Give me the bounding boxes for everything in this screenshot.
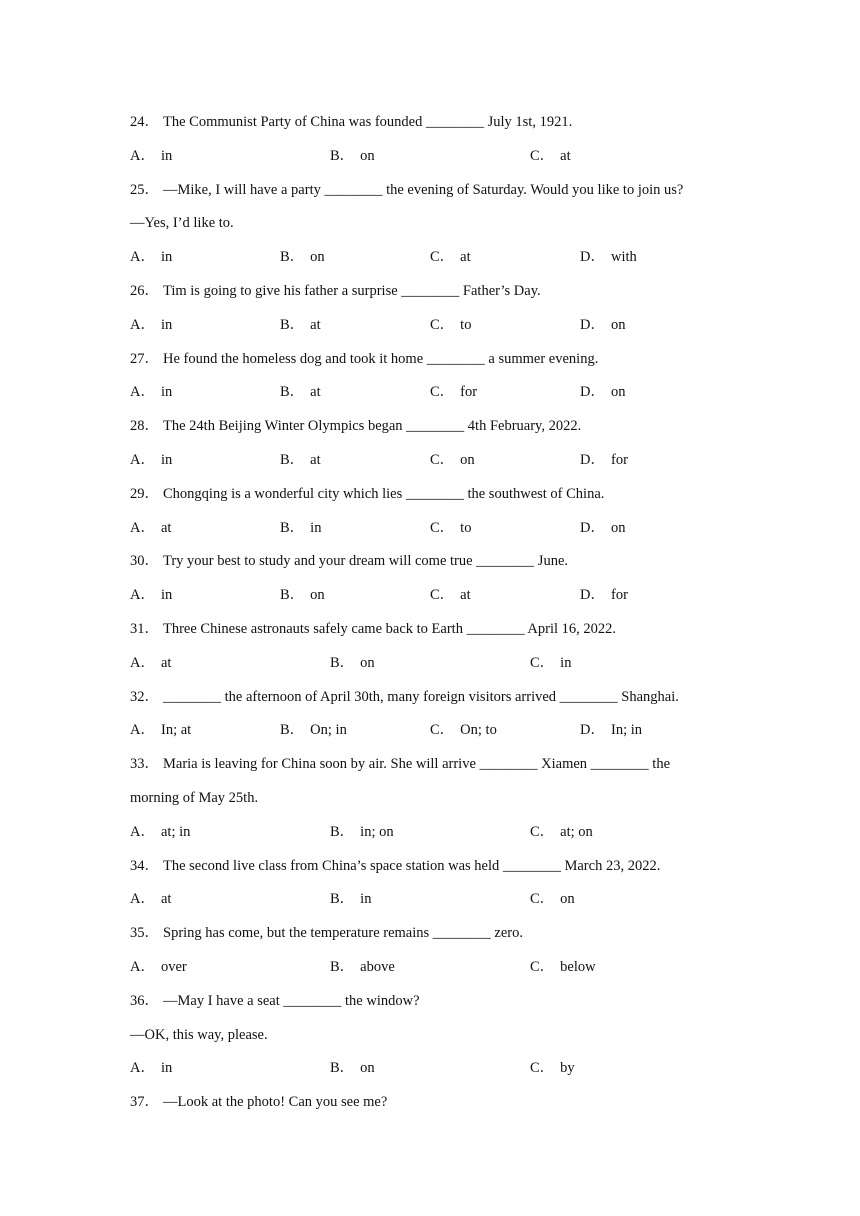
option-letter: A． xyxy=(130,316,155,333)
answer-options xyxy=(130,821,730,855)
answer-option[interactable] xyxy=(530,1057,730,1091)
option-letter: C． xyxy=(430,722,455,739)
question-number: 24． xyxy=(130,114,159,130)
question-number: 32． xyxy=(130,688,159,705)
option-text: in xyxy=(160,1060,173,1077)
question-stem xyxy=(130,1091,730,1125)
option-text: on xyxy=(360,1060,375,1077)
option-letter: C． xyxy=(430,587,455,604)
option-text: for xyxy=(460,384,478,401)
option-text: on xyxy=(360,147,375,164)
answer-option[interactable] xyxy=(580,381,730,415)
option-letter: A． xyxy=(130,519,155,536)
answer-option[interactable] xyxy=(280,246,430,280)
question-continuation xyxy=(130,212,730,246)
answer-option[interactable] xyxy=(130,517,280,551)
answer-option[interactable] xyxy=(430,381,580,415)
option-letter: A． xyxy=(130,384,155,401)
answer-option[interactable] xyxy=(280,381,430,415)
option-text: at xyxy=(310,316,321,333)
option-letter: B． xyxy=(330,1060,355,1077)
option-text: to xyxy=(460,316,472,333)
option-text: at xyxy=(460,587,471,604)
option-text: at xyxy=(560,147,571,164)
question-text: The second live class from China’s space station was held ________ March 23, 2022. xyxy=(163,857,661,874)
answer-options xyxy=(130,652,730,686)
question-item xyxy=(130,686,730,754)
question-item xyxy=(130,1091,730,1125)
answer-option[interactable] xyxy=(530,888,730,922)
question-text: Spring has come, but the temperature remains ________ zero. xyxy=(163,925,523,942)
answer-option[interactable] xyxy=(580,517,730,551)
question-stem xyxy=(130,111,730,145)
answer-option[interactable] xyxy=(130,821,330,855)
question-text: Three Chinese astronauts safely came back to Earth ________ April 16, 2022. xyxy=(163,620,617,637)
question-text: The 24th Beijing Winter Olympics began ________ 4th February, 2022. xyxy=(163,418,582,435)
answer-option[interactable] xyxy=(280,719,430,753)
answer-option[interactable] xyxy=(280,517,430,551)
answer-option[interactable] xyxy=(280,449,430,483)
option-text: at; on xyxy=(560,823,593,840)
option-text: at xyxy=(160,654,172,671)
option-letter: B． xyxy=(330,891,355,908)
answer-option[interactable] xyxy=(580,246,730,280)
answer-option[interactable] xyxy=(280,584,430,618)
answer-options xyxy=(130,1057,730,1091)
option-text: above xyxy=(360,958,395,975)
exercise-sheet xyxy=(130,111,730,1125)
question-text: —May I have a seat ________ the window? xyxy=(163,992,420,1009)
option-text: on xyxy=(310,249,325,266)
answer-options xyxy=(130,517,730,551)
option-letter: B． xyxy=(280,249,305,266)
question-text: morning of May 25th. xyxy=(130,789,259,806)
option-text: on xyxy=(460,451,475,468)
answer-option[interactable] xyxy=(130,1057,330,1091)
option-letter: A． xyxy=(130,823,155,840)
answer-options xyxy=(130,246,730,280)
option-letter: C． xyxy=(430,451,455,468)
question-text: Chongqing is a wonderful city which lies ________ the southwest of China. xyxy=(163,485,605,502)
answer-option[interactable] xyxy=(130,956,330,990)
option-text: in xyxy=(160,316,173,333)
answer-option[interactable] xyxy=(430,314,580,348)
question-item xyxy=(130,550,730,618)
question-item xyxy=(130,618,730,686)
question-stem xyxy=(130,348,730,382)
option-text: for xyxy=(610,451,628,468)
answer-option[interactable] xyxy=(330,145,530,179)
option-text: on xyxy=(360,654,375,671)
option-text: in xyxy=(310,519,322,536)
question-text: He found the homeless dog and took it home ________ a summer evening. xyxy=(163,350,599,367)
option-letter: D． xyxy=(580,384,605,401)
option-text: at xyxy=(160,891,172,908)
answer-option[interactable] xyxy=(530,821,730,855)
option-text: with xyxy=(610,249,637,266)
answer-option[interactable] xyxy=(430,246,580,280)
option-text: on xyxy=(610,519,626,536)
answer-options xyxy=(130,584,730,618)
question-item xyxy=(130,415,730,483)
option-letter: C． xyxy=(530,654,555,671)
option-letter: B． xyxy=(280,587,305,604)
question-item xyxy=(130,111,730,179)
option-letter: C． xyxy=(430,384,455,401)
option-text: in xyxy=(160,249,173,266)
answer-option[interactable] xyxy=(130,246,280,280)
answer-option[interactable] xyxy=(130,145,330,179)
question-stem xyxy=(130,483,730,517)
option-text: in xyxy=(160,587,173,604)
option-text: on xyxy=(610,384,626,401)
question-continuation xyxy=(130,1024,730,1058)
answer-options xyxy=(130,449,730,483)
option-letter: D． xyxy=(580,451,605,468)
option-letter: B． xyxy=(280,451,305,468)
option-text: in xyxy=(360,891,372,908)
answer-option[interactable] xyxy=(330,956,530,990)
answer-option[interactable] xyxy=(530,956,730,990)
option-letter: D． xyxy=(580,722,605,739)
question-text: Tim is going to give his father a surprise ________ Father’s Day. xyxy=(163,282,541,299)
answer-options xyxy=(130,145,730,179)
question-stem xyxy=(130,415,730,449)
option-letter: A． xyxy=(130,587,155,604)
option-letter: A． xyxy=(130,451,155,468)
question-text: —OK, this way, please. xyxy=(130,1026,268,1043)
answer-option[interactable] xyxy=(580,314,730,348)
option-text: In; in xyxy=(610,722,642,739)
option-letter: A． xyxy=(130,249,155,266)
option-text: on xyxy=(610,316,626,333)
answer-options xyxy=(130,719,730,753)
question-stem xyxy=(130,280,730,314)
option-letter: B． xyxy=(330,958,355,975)
option-text: below xyxy=(560,958,596,975)
option-letter: D． xyxy=(580,249,605,266)
answer-option[interactable] xyxy=(330,1057,530,1091)
option-text: On; to xyxy=(460,722,497,739)
answer-options xyxy=(130,314,730,348)
answer-option[interactable] xyxy=(530,652,730,686)
option-letter: D． xyxy=(580,316,605,333)
option-text: by xyxy=(560,1060,575,1077)
question-stem xyxy=(130,550,730,584)
question-number: 27． xyxy=(130,350,159,367)
option-text: at xyxy=(160,519,172,536)
option-text: in xyxy=(560,654,572,671)
question-number: 37． xyxy=(130,1094,159,1111)
option-letter: C． xyxy=(530,147,555,164)
question-stem xyxy=(130,618,730,652)
question-item xyxy=(130,922,730,990)
question-item xyxy=(130,280,730,348)
answer-option[interactable] xyxy=(580,584,730,618)
question-text: —Look at the photo! Can you see me? xyxy=(163,1094,388,1111)
option-text: in; on xyxy=(360,823,394,840)
option-text: at xyxy=(310,451,321,468)
question-number: 25． xyxy=(130,181,159,198)
question-item xyxy=(130,483,730,551)
option-letter: C． xyxy=(530,823,555,840)
answer-option[interactable] xyxy=(330,888,530,922)
option-text: to xyxy=(460,519,472,536)
question-number: 29． xyxy=(130,485,159,502)
question-stem xyxy=(130,855,730,889)
option-letter: D． xyxy=(580,587,605,604)
option-letter: B． xyxy=(280,722,305,739)
answer-option[interactable] xyxy=(330,652,530,686)
question-stem xyxy=(130,922,730,956)
answer-option[interactable] xyxy=(580,449,730,483)
option-text: In; at xyxy=(160,722,192,739)
option-letter: B． xyxy=(280,316,305,333)
question-item xyxy=(130,753,730,854)
option-letter: A． xyxy=(130,891,155,908)
answer-option[interactable] xyxy=(430,719,580,753)
option-text: on xyxy=(560,891,575,908)
option-text: at xyxy=(310,384,321,401)
option-letter: B． xyxy=(280,519,305,536)
option-text: in xyxy=(160,384,173,401)
answer-option[interactable] xyxy=(130,652,330,686)
question-stem xyxy=(130,179,730,213)
answer-option[interactable] xyxy=(430,449,580,483)
option-letter: C． xyxy=(530,1060,555,1077)
question-number: 28． xyxy=(130,418,159,435)
question-number: 31． xyxy=(130,620,159,637)
question-item xyxy=(130,179,730,280)
answer-option[interactable] xyxy=(330,821,530,855)
answer-options xyxy=(130,381,730,415)
option-letter: A． xyxy=(130,654,155,671)
question-stem xyxy=(130,686,730,720)
option-text: at xyxy=(460,249,471,266)
answer-option[interactable] xyxy=(130,449,280,483)
question-continuation xyxy=(130,787,730,821)
answer-option[interactable] xyxy=(530,145,730,179)
question-text: The Communist Party of China was founded ________ July 1st, 1921. xyxy=(163,114,573,130)
option-letter: A． xyxy=(130,958,155,975)
question-number: 34． xyxy=(130,857,159,874)
option-letter: C． xyxy=(530,958,555,975)
question-number: 30． xyxy=(130,553,159,570)
answer-option[interactable] xyxy=(130,888,330,922)
option-text: On; in xyxy=(310,722,347,739)
option-letter: B． xyxy=(330,147,355,164)
answer-option[interactable] xyxy=(130,314,280,348)
option-letter: B． xyxy=(280,384,305,401)
answer-option[interactable] xyxy=(130,381,280,415)
question-stem xyxy=(130,753,730,787)
answer-option[interactable] xyxy=(130,719,280,753)
option-letter: A． xyxy=(130,1060,155,1077)
question-number: 35． xyxy=(130,925,159,942)
question-item xyxy=(130,348,730,416)
question-text: Try your best to study and your dream will come true ________ June. xyxy=(163,553,569,570)
option-text: in xyxy=(160,147,173,164)
option-letter: C． xyxy=(430,316,455,333)
question-text: —Mike, I will have a party ________ the evening of Saturday. Would you like to join us? xyxy=(163,181,684,198)
option-letter: C． xyxy=(430,249,455,266)
question-number: 33． xyxy=(130,756,159,773)
option-text: over xyxy=(160,958,187,975)
option-letter: D． xyxy=(580,519,605,536)
option-text: for xyxy=(610,587,628,604)
option-letter: B． xyxy=(330,823,355,840)
question-item xyxy=(130,990,730,1091)
question-number: 36． xyxy=(130,992,159,1009)
option-letter: C． xyxy=(530,891,555,908)
answer-option[interactable] xyxy=(130,584,280,618)
answer-option[interactable] xyxy=(430,584,580,618)
question-text: Maria is leaving for China soon by air. She will arrive ________ Xiamen ________ the xyxy=(163,756,671,773)
answer-option[interactable] xyxy=(280,314,430,348)
question-number: 26． xyxy=(130,282,159,299)
question-text: ________ the afternoon of April 30th, many foreign visitors arrived ________ Shanghai. xyxy=(163,688,679,705)
answer-options xyxy=(130,888,730,922)
option-letter: A． xyxy=(130,722,155,739)
question-stem xyxy=(130,990,730,1024)
question-item xyxy=(130,855,730,923)
answer-option[interactable] xyxy=(430,517,580,551)
answer-options xyxy=(130,956,730,990)
question-text: —Yes, I’d like to. xyxy=(130,215,234,232)
option-text: in xyxy=(160,451,173,468)
option-letter: B． xyxy=(330,654,355,671)
answer-option[interactable] xyxy=(580,719,730,753)
option-letter: C． xyxy=(430,519,455,536)
option-text: on xyxy=(310,587,325,604)
option-letter: A． xyxy=(130,147,155,164)
option-text: at; in xyxy=(160,823,191,840)
